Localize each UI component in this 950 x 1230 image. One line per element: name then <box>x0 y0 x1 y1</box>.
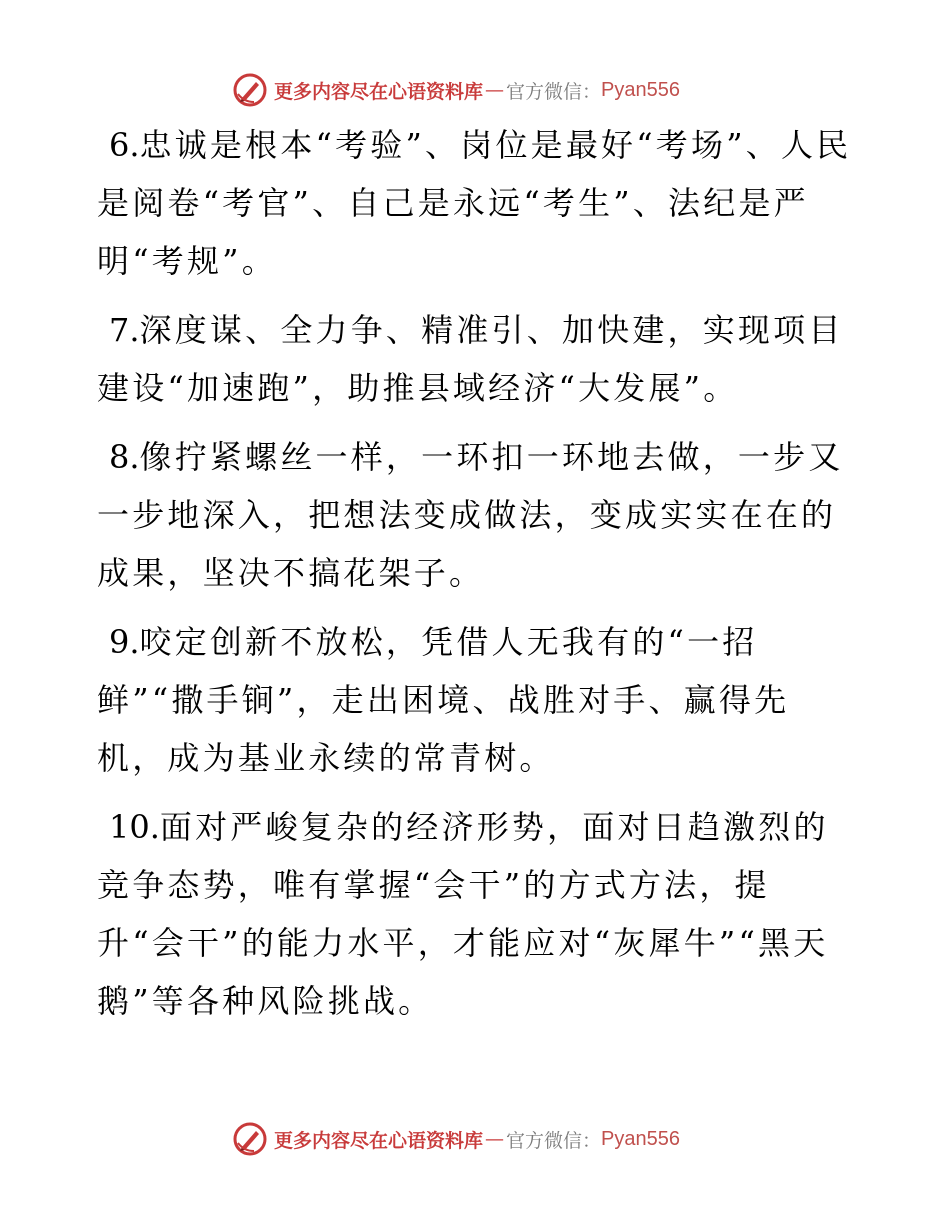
paragraph-number: 7. <box>109 311 140 349</box>
paragraph-10 <box>97 798 857 1030</box>
banner-dash: — <box>485 1128 505 1150</box>
paragraph-8 <box>97 428 857 602</box>
paragraph-text: 深度谋、全力争、精准引、加快建，实现项目建设“加速跑”，助推县域经济“大发展”。 <box>97 311 844 407</box>
paragraph-9 <box>97 613 857 787</box>
paragraph-6 <box>97 116 857 290</box>
banner-dash: — <box>485 79 505 101</box>
paragraph-number: 6. <box>109 126 140 164</box>
pen-logo-icon <box>232 1121 268 1157</box>
wechat-label: 官方微信： <box>506 1129 602 1152</box>
paragraph-number: 8. <box>109 438 140 476</box>
paragraph-text: 像拧紧螺丝一样，一环扣一环地去做，一步又一步地深入，把想法变成做法，变成实实在在的成果，坚决不搞花架子。 <box>97 438 844 592</box>
paragraph-text: 咬定创新不放松，凭借人无我有的“一招鲜”“撒手锏”，走出困境、战胜对手、赢得先机，成为基业永续的常青树。 <box>97 623 790 777</box>
paragraph-text: 忠诚是根本“考验”、岗位是最好“考场”、人民是阅卷“考官”、自己是永远“考生”、法纪是严明“考规”。 <box>97 126 852 280</box>
banner-text: 更多内容尽在心语资料库 <box>274 80 484 103</box>
paragraph-number: 10. <box>109 808 160 846</box>
wechat-label: 官方微信： <box>506 80 602 103</box>
paragraph-number: 9. <box>109 623 140 661</box>
banner-text: 更多内容尽在心语资料库 <box>274 1129 484 1152</box>
wechat-id: Pyan556 <box>601 78 680 101</box>
document-body <box>97 116 857 1041</box>
wechat-id: Pyan556 <box>601 1127 680 1150</box>
paragraph-text: 面对严峻复杂的经济形势，面对日趋激烈的竞争态势，唯有掌握“会干”的方式方法，提升“会干”的能力水平，才能应对“灰犀牛”“黑天鹅”等各种风险挑战。 <box>97 808 829 1020</box>
pen-logo-icon <box>232 72 268 108</box>
paragraph-7 <box>97 301 857 417</box>
header-banner <box>232 70 680 110</box>
footer-banner <box>232 1119 680 1159</box>
